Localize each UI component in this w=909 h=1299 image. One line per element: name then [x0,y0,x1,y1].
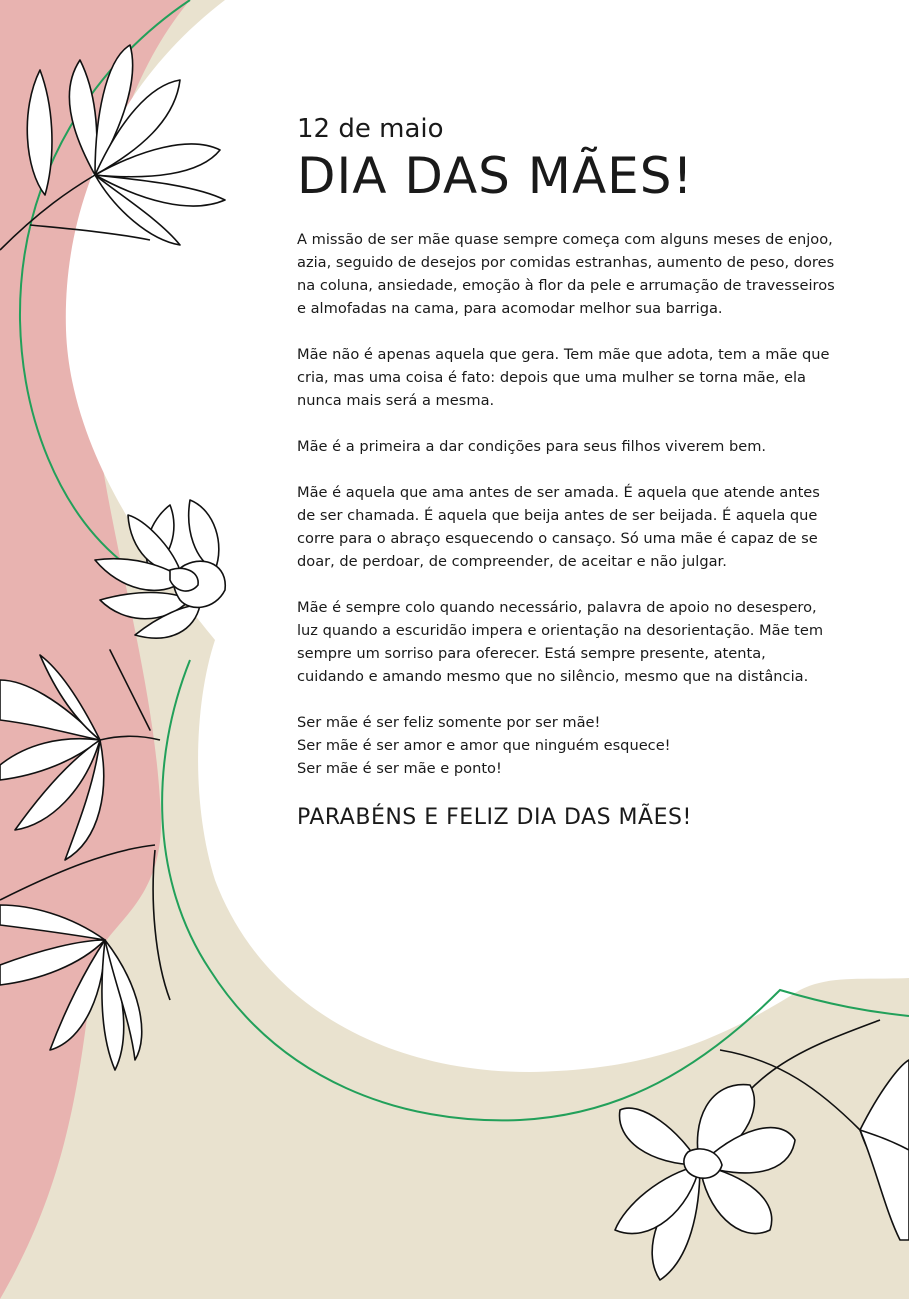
paragraph-3: Mãe é a primeira a dar condições para seus filhos viverem bem. [297,438,767,455]
paragraph-2: Mãe não é apenas aquela que gera. Tem mãe que adota, tem a mãe que cria, mas uma coisa é fato: depois que uma mulher se torna mãe, ela nunca mais será a mesma. [297,346,830,409]
paragraph-6: Ser mãe é ser feliz somente por ser mãe! Ser mãe é ser amor e amor que ninguém esquece! Ser mãe é ser mãe e ponto! [297,714,671,777]
page-title: DIA DAS MÃES! [297,147,694,205]
closing-message: PARABÉNS E FELIZ DIA DAS MÃES! [297,805,692,830]
paragraph-5: Mãe é sempre colo quando necessário, palavra de apoio no desespero, luz quando a escuridão impera e orientação na desorientação. Mãe tem sempre um sorriso para oferecer. Está sempre presente, atenta, cuidando e amando mesmo que no silêncio, mesmo que na distância. [297,599,824,685]
date-heading: 12 de maio [297,114,444,144]
paragraph-4: Mãe é aquela que ama antes de ser amada. É aquela que atende antes de ser chamada. É aquela que beija antes de ser beijada. É aquela que corre para o abraço esquecendo o cansaço. Só uma mãe é capaz de se doar, de perdoar, de compreender, de aceitar e não julgar. [297,484,820,570]
letter-content [297,112,837,833]
paragraph-1: A missão de ser mãe quase sempre começa com alguns meses de enjoo, azia, seguido de desejos por comidas estranhas, aumento de peso, dores na coluna, ansiedade, emoção à flor da pele e arrumação de travesseiros e almofadas na cama, para acomodar melhor sua barriga. [297,231,835,317]
